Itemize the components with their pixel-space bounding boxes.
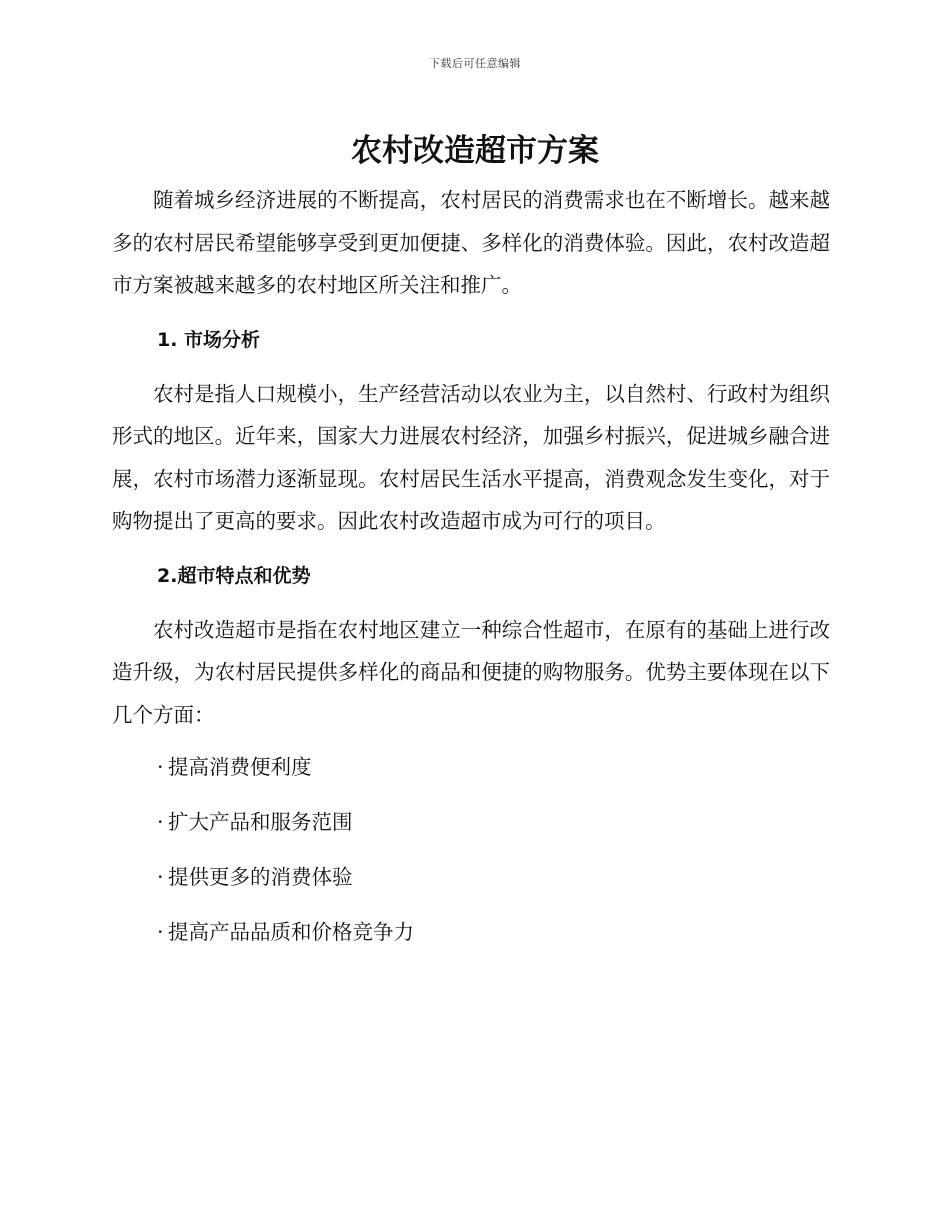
list-item	[112, 795, 830, 850]
intro-paragraph: 随着城乡经济进展的不断提高，农村居民的消费需求也在不断增长。越来越多的农村居民希望能够享受到更加便捷、多样化的消费体验。因此，农村改造超市方案被越来越多的农村地区所关注和推广。	[112, 188, 830, 297]
list-item-text: 提高消费便利度	[168, 755, 312, 779]
list-item	[112, 905, 830, 960]
section-heading-market-analysis: 1. 市场分析	[157, 328, 261, 351]
bullet-icon: ·	[157, 810, 164, 834]
bullet-icon: ·	[157, 755, 164, 779]
list-item-text: 提供更多的消费体验	[168, 865, 353, 889]
document-title: 农村改造超市方案	[351, 133, 599, 169]
list-item-text: 扩大产品和服务范围	[168, 810, 353, 834]
header-note: 下载后可任意编辑	[429, 57, 521, 70]
list-item-text: 提高产品品质和价格竞争力	[168, 920, 414, 944]
list-item	[112, 740, 830, 795]
section-heading-supermarket-features: 2.超市特点和优势	[157, 564, 311, 587]
market-analysis-paragraph: 农村是指人口规模小，生产经营活动以农业为主，以自然村、行政村为组织形式的地区。近年来，国家大力进展农村经济，加强乡村振兴，促进城乡融合进展，农村市场潜力逐渐显现。农村居民生活水平提高，消费观念发生变化，对于购物提出了更高的要求。因此农村改造超市成为可行的项目。	[112, 381, 830, 533]
bullet-icon: ·	[157, 865, 164, 889]
advantages-list	[112, 740, 830, 960]
document-body	[112, 179, 830, 960]
supermarket-features-paragraph: 农村改造超市是指在农村地区建立一种综合性超市，在原有的基础上进行改造升级，为农村居民提供多样化的商品和便捷的购物服务。优势主要体现在以下几个方面：	[112, 617, 830, 727]
bullet-icon: ·	[157, 920, 164, 944]
list-item	[112, 850, 830, 905]
